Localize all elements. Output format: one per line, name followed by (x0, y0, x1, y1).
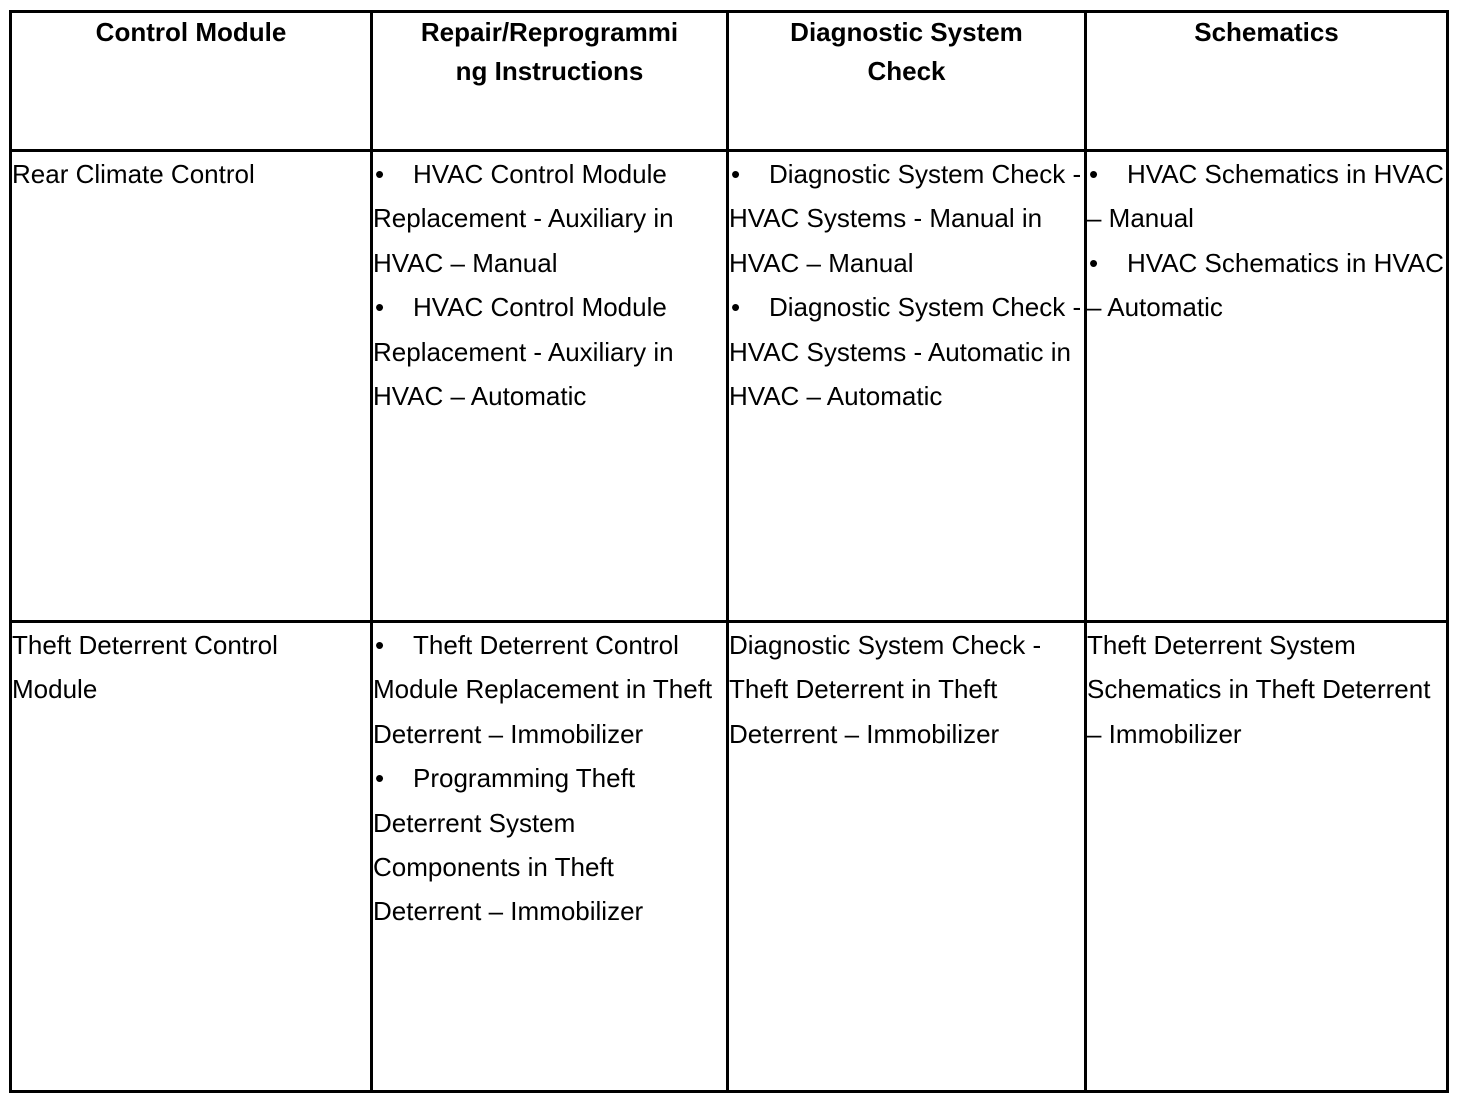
repair-cell (372, 622, 728, 1092)
repair-cell (372, 151, 728, 622)
table-row (11, 622, 1448, 1092)
list-item (373, 623, 726, 756)
bullet-icon: • (375, 763, 385, 794)
repair-list (373, 623, 726, 934)
header-row (11, 12, 1448, 151)
bullet-icon: • (1089, 247, 1099, 278)
list-item (729, 152, 1084, 285)
list-item (1087, 241, 1446, 330)
bullet-icon: • (375, 159, 385, 189)
list-item (373, 152, 726, 285)
header-repair-line-2: ng Instructions (455, 56, 644, 86)
module-cell (11, 622, 372, 1092)
repair-link-text: Theft Deterrent Control Module Replacement in Theft Deterrent – Immobilizer (373, 630, 713, 749)
diagnostic-list (729, 152, 1084, 418)
schematics-list (1087, 152, 1446, 330)
diagnostic-cell (728, 622, 1086, 1092)
list-item (729, 285, 1084, 418)
header-repair-instructions (372, 12, 728, 151)
list-item (373, 285, 726, 418)
header-diagnostic-line-2: Check (867, 56, 946, 86)
schematics-link-text: HVAC Schematics in HVAC – Manual (1087, 159, 1444, 234)
diagnostic-link-text: Diagnostic System Check - HVAC Systems - Manual in HVAC – Manual (729, 159, 1082, 278)
control-module-table (9, 10, 1449, 1093)
header-schematics (1086, 12, 1448, 151)
header-control-module (11, 12, 372, 151)
bullet-icon: • (1089, 159, 1099, 189)
list-item (373, 756, 726, 934)
repair-link-text: HVAC Control Module Replacement - Auxiliary in HVAC – Automatic (373, 292, 674, 412)
diagnostic-link-text: Diagnostic System Check - HVAC Systems - Automatic in HVAC – Automatic (729, 292, 1082, 412)
header-schematics-text: Schematics (1194, 17, 1339, 47)
module-name: Theft Deterrent Control Module (12, 630, 278, 705)
repair-link-text: HVAC Control Module Replacement - Auxiliary in HVAC – Manual (373, 159, 674, 278)
header-control-module-text: Control Module (95, 17, 287, 47)
header-diagnostic-system-check (728, 12, 1086, 151)
diagnostic-text: Diagnostic System Check - Theft Deterrent in Theft Deterrent – Immobilizer (729, 630, 1042, 749)
schematics-cell (1086, 151, 1448, 622)
diagnostic-cell (728, 151, 1086, 622)
bullet-icon: • (375, 630, 385, 660)
schematics-link-text: HVAC Schematics in HVAC – Automatic (1087, 247, 1444, 323)
schematics-cell (1086, 622, 1448, 1092)
table-row (11, 151, 1448, 622)
schematics-text: Theft Deterrent System Schematics in Theft Deterrent – Immobilizer (1087, 630, 1431, 749)
list-item (1087, 152, 1446, 241)
bullet-icon: • (731, 159, 741, 189)
header-diagnostic-line-1: Diagnostic System (790, 17, 1023, 47)
module-name: Rear Climate Control (12, 159, 255, 189)
repair-list (373, 152, 726, 418)
bullet-icon: • (731, 292, 741, 323)
module-cell (11, 151, 372, 622)
bullet-icon: • (375, 292, 385, 323)
header-repair-line-1: Repair/Reprogrammi (420, 17, 679, 47)
repair-link-text: Programming Theft Deterrent System Components in Theft Deterrent – Immobilizer (373, 763, 644, 927)
